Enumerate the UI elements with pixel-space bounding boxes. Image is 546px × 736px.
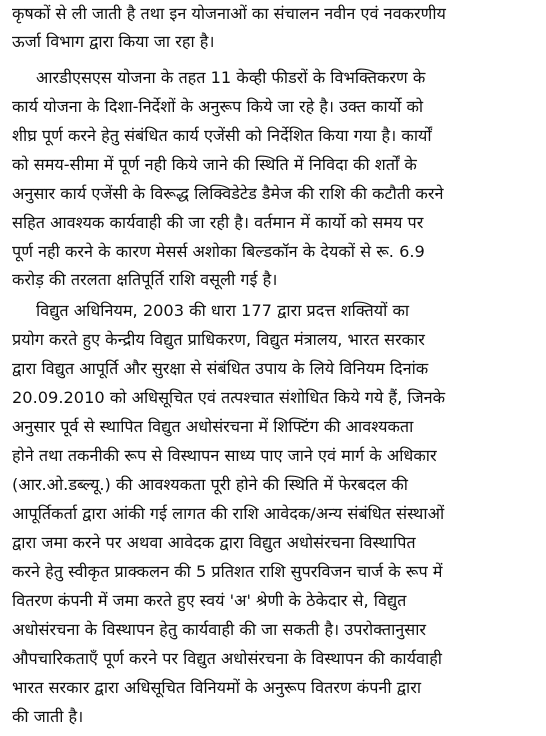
paragraph-1-line-1: कृषकों से ली जाती है तथा इन योजनाओं का संचालन नवीन एवं नवकरणीय <box>12 4 446 23</box>
paragraph-1-line-2: ऊर्जा विभाग द्वारा किया जा रहा है। <box>12 32 215 51</box>
paragraph-2-line-8: करोड़ की तरलता क्षतिपूर्ति राशि वसूली गई है। <box>12 270 278 289</box>
paragraph-3-line-4: 20.09.2010 को अधिसूचित एवं तत्पश्चात संशोधित किये गये हैं, जिनके <box>12 388 446 407</box>
paragraph-2-line-3: शीघ्र पूर्ण करने हेतु संबंधित कार्य एजेंसी को निर्देशित किया गया है। कार्यों <box>12 126 432 145</box>
paragraph-3-line-10: करने हेतु स्वीकृत प्राक्कलन की 5 प्रतिशत राशि सुपरविजन चार्ज के रूप में <box>12 562 443 581</box>
paragraph-3-line-9: द्वारा जमा करने पर अथवा आवेदक द्वारा विद्युत अधोसंरचना विस्थापित <box>12 533 416 552</box>
paragraph-2-line-1: आरडीएसएस योजना के तहत 11 केव्ही फीडरों के विभक्तिकरण के <box>36 68 426 87</box>
paragraph-3-line-8: आपूर्तिकर्ता द्वारा आंकी गई लागत की राशि आवेदक/अन्य संबंधित संस्थाओं <box>12 504 445 523</box>
paragraph-3-line-6: होने तथा तकनीकी रूप से विस्थापन साध्य पाए जाने एवं मार्ग के अधिकार <box>12 446 437 465</box>
paragraph-2-line-7: पूर्ण नही करने के कारण मेसर्स अशोका बिल्डकॉन के देयकों से रू. 6.9 <box>12 242 425 261</box>
paragraph-3-line-13: औपचारिकताएँ पूर्ण करने पर विद्युत अधोसंरचना के विस्थापन की कार्यवाही <box>12 649 442 668</box>
paragraph-3-line-2: प्रयोग करते हुए केन्द्रीय विद्युत प्राधिकरण, विद्युत मंत्रालय, भारत सरकार <box>12 330 425 349</box>
paragraph-3-line-11: वितरण कंपनी में जमा करते हुए स्वयं 'अ' श्रेणी के ठेकेदार से, विद्युत <box>12 591 407 610</box>
paragraph-3-line-15: की जाती है। <box>12 707 84 726</box>
paragraph-3-line-14: भारत सरकार द्वारा अधिसूचित विनियमों के अनुरूप वितरण कंपनी द्वारा <box>12 678 422 697</box>
paragraph-3-line-12: अधोसंरचना के विस्थापन हेतु कार्यवाही की जा सकती है। उपरोक्तानुसार <box>12 620 427 639</box>
paragraph-3-line-1: विद्युत अधिनियम, 2003 की धारा 177 द्वारा प्रदत्त शक्तियों का <box>36 301 410 320</box>
paragraph-2-line-5: अनुसार कार्य एजेंसी के विरूद्ध लिक्विडेटेड डैमेज की राशि की कटौती करने <box>12 184 444 203</box>
paragraph-3-line-5: अनुसार पूर्व से स्थापित विद्युत अधोसंरचना में शिफ्टिंग की आवश्यकता <box>12 417 414 436</box>
paragraph-3-line-3: द्वारा विद्युत आपूर्ति और सुरक्षा से संबंधित उपाय के लिये विनियम दिनांक <box>12 359 429 378</box>
paragraph-3-line-7: (आर.ओ.डब्ल्यू.) की आवश्यकता पूरी होने की स्थिति में फेरबदल की <box>12 475 409 494</box>
paragraph-2-line-4: को समय-सीमा में पूर्ण नही किये जाने की स्थिति में निविदा की शर्तों के <box>12 155 417 174</box>
paragraph-2-line-2: कार्य योजना के दिशा-निर्देशों के अनुरूप किये जा रहे है। उक्त कार्यो को <box>12 97 424 116</box>
paragraph-2-line-6: सहित आवश्यक कार्यवाही की जा रही है। वर्तमान में कार्यो को समय पर <box>12 213 424 232</box>
